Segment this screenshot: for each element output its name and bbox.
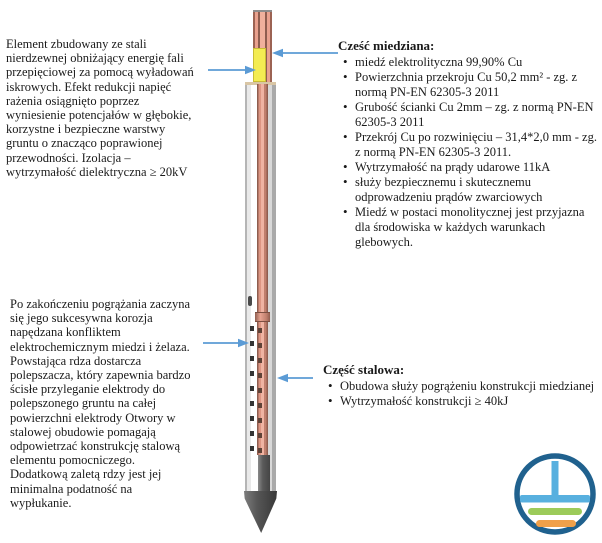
copper-bullet: • Grubość ścianki Cu 2mm – zg. z normą PN-EN 62305-3 2011: [338, 100, 600, 130]
steel-bullet: • Wytrzymałość konstrukcji ≥ 40kJ: [323, 394, 598, 409]
steel-section-block: [323, 362, 598, 409]
copper-bullet: • służy bezpiecznemu i skutecznemu odprowadzeniu prądów zwarciowych: [338, 175, 600, 205]
steel-section-heading: Część stalowa:: [323, 362, 405, 377]
copper-bullet: • Powierzchnia przekroju Cu 50,2 mm² - zg. z normą PN-EN 62305-3 2011: [338, 70, 600, 100]
copper-bullet: • Wytrzymałość na prądy udarowe 11kA: [338, 160, 600, 175]
corrosion-description-text: Po zakończeniu pogrążania zaczyna się jego sukcesywna korozja napędzana konfliktem elektrochemicznym miedzi i żelaza. Powstająca rdza dostarcza polepszacza, który zapewnia bardzo ścisłe przyleganie elektrody do polepszonego gruntu na całej powierzchni elektrody Otwory w stalowej obudowie pomagają odpowietrzać konstrukcję stalową elementu pomocniczego. Dodatkową zaletą rdzy jest jej minimalna podatność na wypłukanie.: [10, 297, 191, 510]
copper-bullet: • miedź elektrolityczna 99,90% Cu: [338, 55, 600, 70]
vent-holes-mid-graphic: [258, 328, 262, 454]
copper-section-heading: Cześć miedziana:: [338, 38, 435, 53]
inner-steel-rod-graphic: [258, 455, 270, 493]
insulation-description-text: Element zbudowany ze stali nierdzewnej obniżający energię fali przepięciowej za pomocą wyładowań iskrowych. Efekt redukcji napięć rażenia osiągnięto poprzez wyniesienie potencjałów w głębokie, korzystne i bezpieczne warstwy gruntu o znacząco poprawionej przewodności. Izolacja – wytrzymałość dielektryczna ≥ 20kV: [6, 37, 194, 179]
penetration-tip-graphic: [244, 491, 277, 533]
copper-bullet: • Miedź w postaci monolitycznej jest przyjazna dla środowiska w każdych warunkach glebowych.: [338, 205, 600, 250]
arrow-to-insulation: [208, 66, 256, 74]
insulation-sleeve-graphic: [253, 48, 266, 82]
casing-slot-graphic: [248, 296, 252, 306]
copper-bullet: • Przekrój Cu po rozwinięciu – 31,4*2,0 mm - zg. z normą PN-EN 62305-3 2011.: [338, 130, 600, 160]
coupling-joint-graphic: [255, 312, 270, 322]
vent-holes-left-graphic: [250, 326, 254, 454]
arrow-to-copper-tube: [272, 49, 338, 57]
steel-bullet: • Obudowa służy pogrążeniu konstrukcji miedzianej: [323, 379, 598, 394]
copper-section-bullets: [338, 55, 600, 250]
copper-section-block: [338, 38, 600, 250]
steel-section-bullets: [323, 379, 598, 409]
arrow-to-steel-casing: [277, 374, 313, 382]
earth-ground-symbol-icon: [512, 451, 600, 539]
